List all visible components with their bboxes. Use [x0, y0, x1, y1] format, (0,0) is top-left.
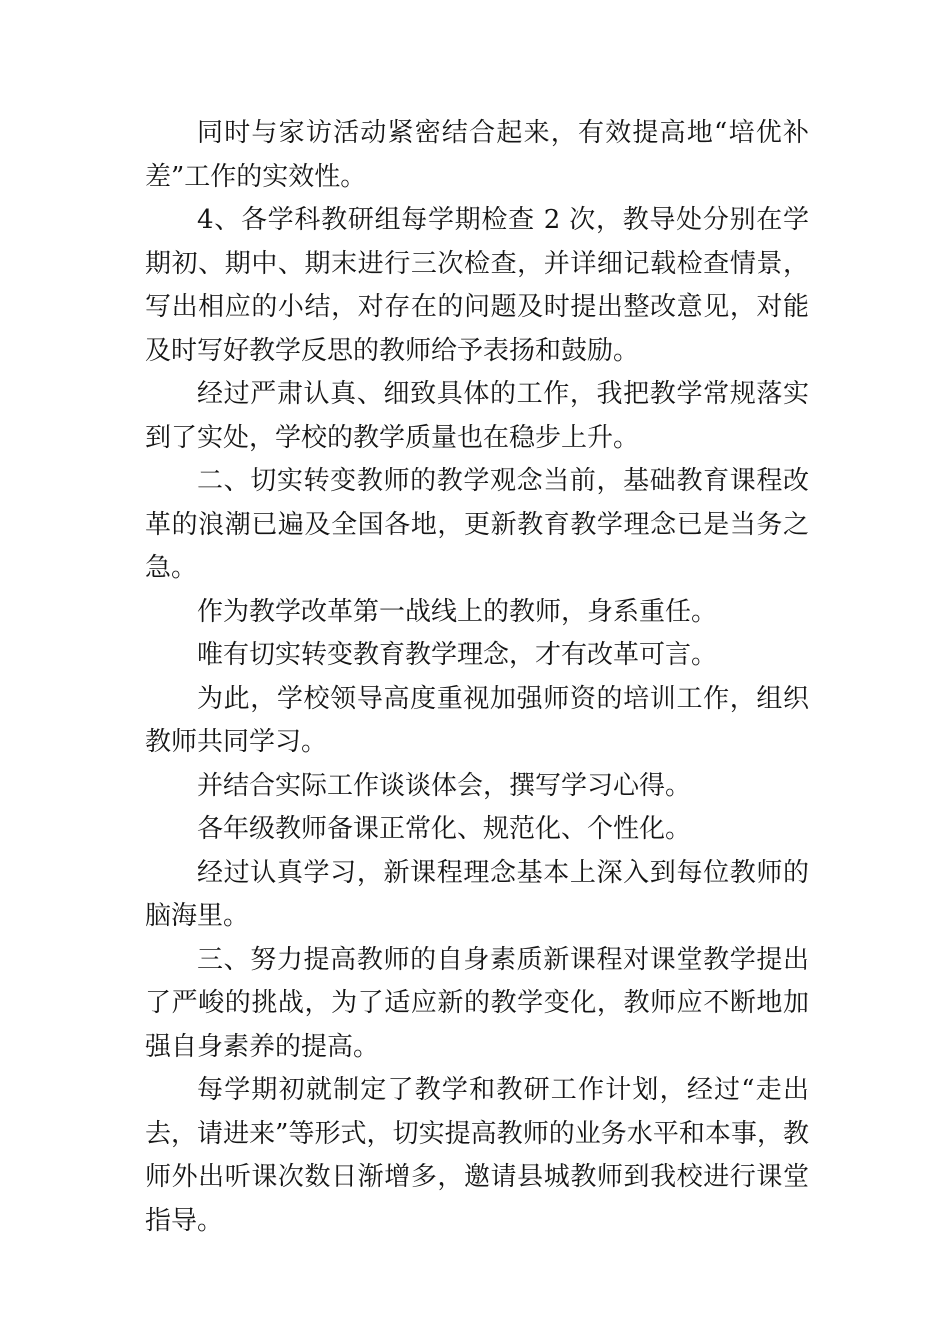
document-body — [145, 112, 809, 1243]
paragraph: 4、各学科教研组每学期检查 2 次，教导处分别在学期初、期中、期末进行三次检查，并详细记载检查情景，写出相应的小结，对存在的问题及时提出整改意见，对能及时写好教学反思的教师给予表扬和鼓励。 — [145, 205, 809, 366]
paragraph: 经过严肃认真、细致具体的工作，我把教学常规落实到了实处，学校的教学质量也在稳步上升。 — [145, 379, 809, 453]
paragraph: 三、努力提高教师的自身素质新课程对课堂教学提出了严峻的挑战，为了适应新的教学变化，教师应不断地加强自身素养的提高。 — [145, 944, 809, 1062]
paragraph: 作为教学改革第一战线上的教师，身系重任。 — [197, 596, 718, 627]
paragraph: 并结合实际工作谈谈体会，撰写学习心得。 — [197, 770, 692, 801]
paragraph: 各年级教师备课正常化、规范化、个性化。 — [197, 814, 692, 844]
paragraph: 二、切实转变教师的教学观念当前，基础教育课程改革的浪潮已遍及全国各地，更新教育教学理念已是当务之急。 — [145, 466, 809, 583]
paragraph: 经过认真学习，新课程理念基本上深入到每位教师的脑海里。 — [145, 857, 809, 931]
paragraph: 为此，学校领导高度重视加强师资的培训工作，组织教师共同学习。 — [145, 683, 809, 757]
paragraph: 唯有切实转变教育教学理念，才有改革可言。 — [197, 640, 718, 670]
paragraph: 同时与家访活动紧密结合起来，有效提高地“培优补差”工作的实效性。 — [145, 118, 809, 192]
paragraph: 每学期初就制定了教学和教研工作计划，经过“走出去，请进来”等形式，切实提高教师的业务水平和本事，教师外出听课次数日渐增多，邀请县城教师到我校进行课堂指导。 — [145, 1075, 809, 1236]
